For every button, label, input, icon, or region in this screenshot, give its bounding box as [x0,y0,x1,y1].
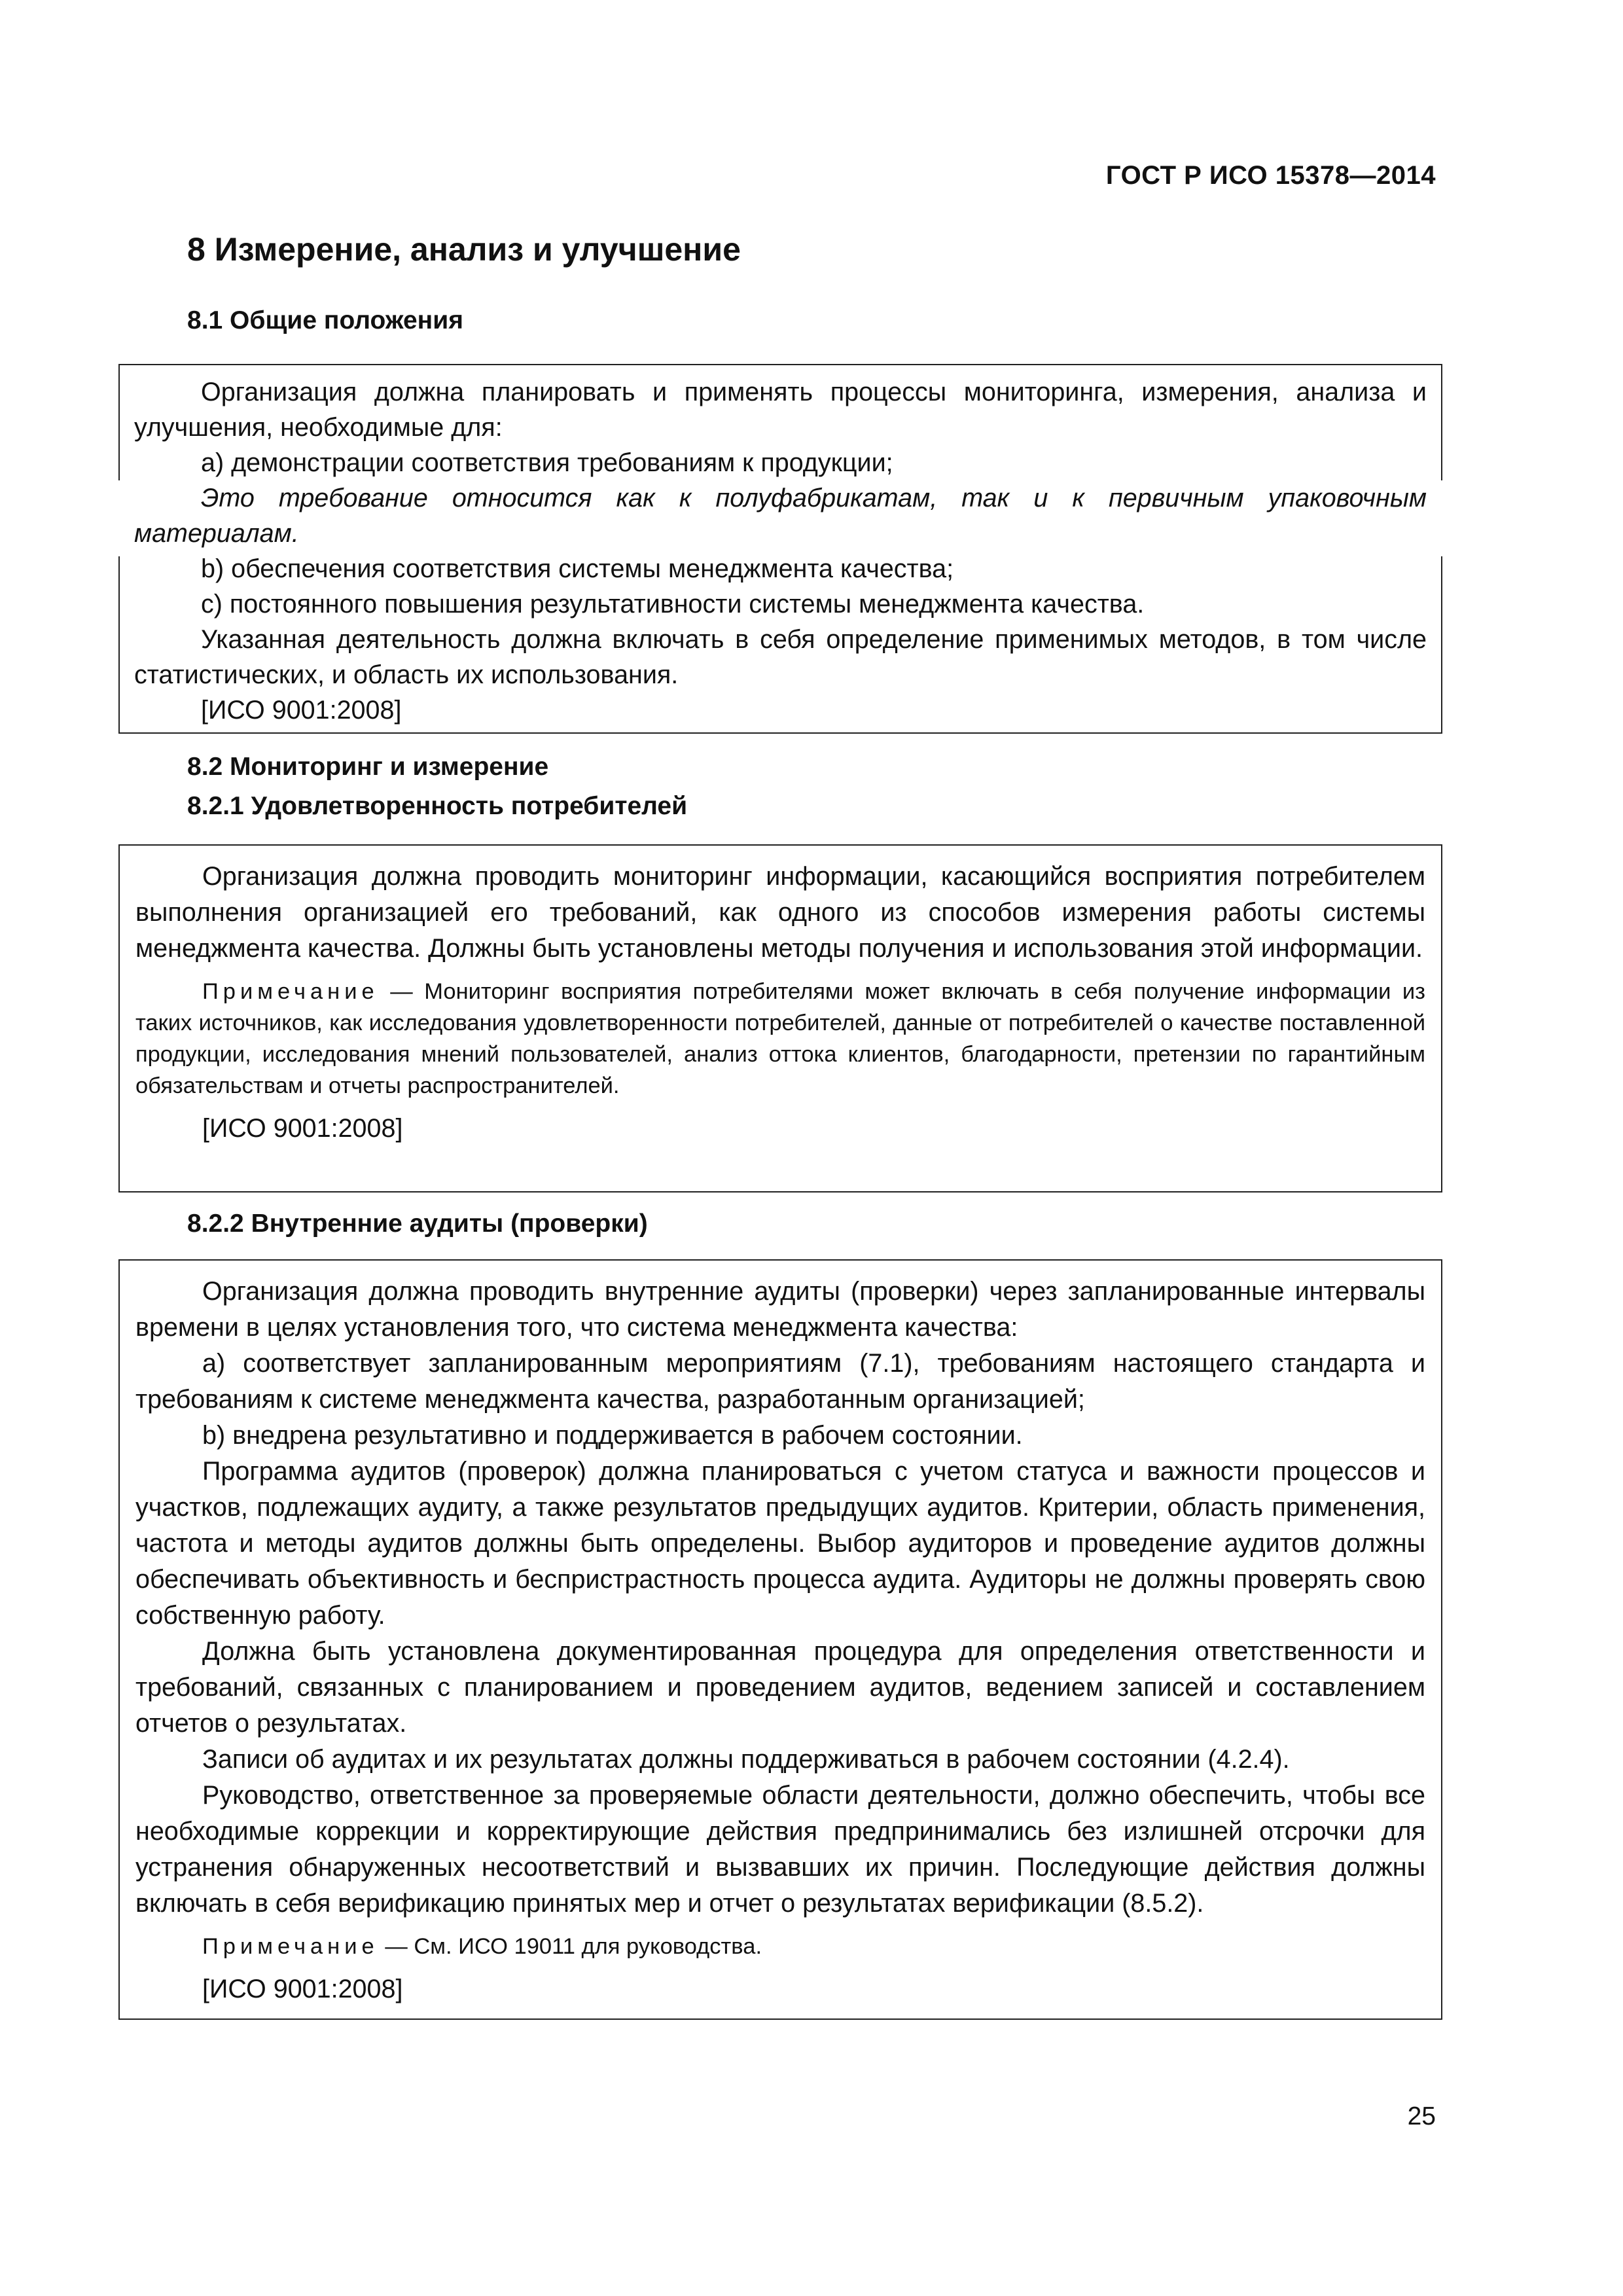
section-8-1-title: 8.1 Общие положения [187,306,463,334]
quote-box-8-1-text [118,374,1442,728]
list-item-a: a) соответствует запланированным мероприятиям (7.1), требованиям настоящего стандарта и требованиям к системе менеджмента качества, разработанным организацией; [135,1349,1425,1414]
paragraph: Организация должна проводить внутренние аудиты (проверки) через запланированные интервалы времени в целях установления того, что система менеджмента качества: [135,1277,1425,1342]
list-item-b: b) обеспечения соответствия системы менеджмента качества; [201,554,954,583]
note-label: Примечание [202,979,379,1004]
paragraph: Организация должна планировать и применять процессы мониторинга, измерения, анализа и улучшения, необходимые для: [134,378,1427,442]
page-number: 25 [1407,2102,1436,2130]
note [135,1931,1425,1962]
section-8-2-1-title: 8.2.1 Удовлетворенность потребителей [187,792,688,820]
section-8-2-title: 8.2 Мониторинг и измерение [187,753,549,781]
reference: [ИСО 9001:2008] [201,696,402,725]
quote-box-8-2-1 [118,844,1442,1193]
reference: [ИСО 9001:2008] [202,1114,403,1143]
note-label: Примечание [202,1934,379,1959]
note-text: — См. ИСО 19011 для руководства. [378,1934,762,1959]
paragraph: Должна быть установлена документированная процедура для определения ответственности и требований, связанных с планированием и проведением аудитов, ведением записей и составлением отчетов о результатах. [135,1637,1425,1738]
note-text: — Мониторинг восприятия потребителями может включать в себя получение информации из таких источников, как исследования удовлетворенности потребителей, данные от потребителей о качестве поставленной продукции, исследования мнений пользователей, анализ оттока клиентов, благодарности, претензии по гарантийным обязательствам и отчеты распространителей. [135,979,1425,1098]
list-item-a: a) демонстрации соответствия требованиям к продукции; [201,448,893,477]
italic-addition: Это требование относится как к полуфабрикатам, так и к первичным упаковочным материалам. [134,484,1427,548]
quote-box-8-2-2 [118,1259,1442,2020]
paragraph: Руководство, ответственное за проверяемые области деятельности, должно обеспечить, чтобы все необходимые коррекции и корректирующие действия предпринимались без излишней отсрочки для устранения обнаруженных несоответствий и вызвавших их причин. Последующие действия должны включать в себя верификацию принятых мер и отчет о результатах верификации (8.5.2). [135,1781,1425,1918]
paragraph: Программа аудитов (проверок) должна планироваться с учетом статуса и важности процессов и участков, подлежащих аудиту, а также результатов предыдущих аудитов. Критерии, область применения, частота и методы аудитов должны быть определены. Выбор аудиторов и проведение аудитов должны обеспечивать объективность и беспристрастность процесса аудита. Аудиторы не должны проверять свою собственную работу. [135,1457,1425,1630]
list-item-b: b) внедрена результативно и поддерживается в рабочем состоянии. [202,1421,1023,1450]
paragraph: Указанная деятельность должна включать в себя определение применимых методов, в том числе статистических, и область их использования. [134,625,1427,689]
reference: [ИСО 9001:2008] [202,1975,403,2003]
document-header: ГОСТ Р ИСО 15378—2014 [1105,161,1436,190]
paragraph: Организация должна проводить мониторинг информации, касающийся восприятия потребителем выполнения организацией его требований, как одного из способов измерения работы системы менеджмента качества. Должны быть установлены методы получения и использования этой информации. [135,862,1425,963]
paragraph: Записи об аудитах и их результатах должны поддерживаться в рабочем состоянии (4.2.4). [202,1745,1290,1774]
section-8-title: 8 Измерение, анализ и улучшение [187,231,741,268]
section-8-2-2-title: 8.2.2 Внутренние аудиты (проверки) [187,1210,648,1238]
list-item-c: c) постоянного повышения результативности системы менеджмента качества. [201,590,1145,619]
note [135,976,1425,1102]
